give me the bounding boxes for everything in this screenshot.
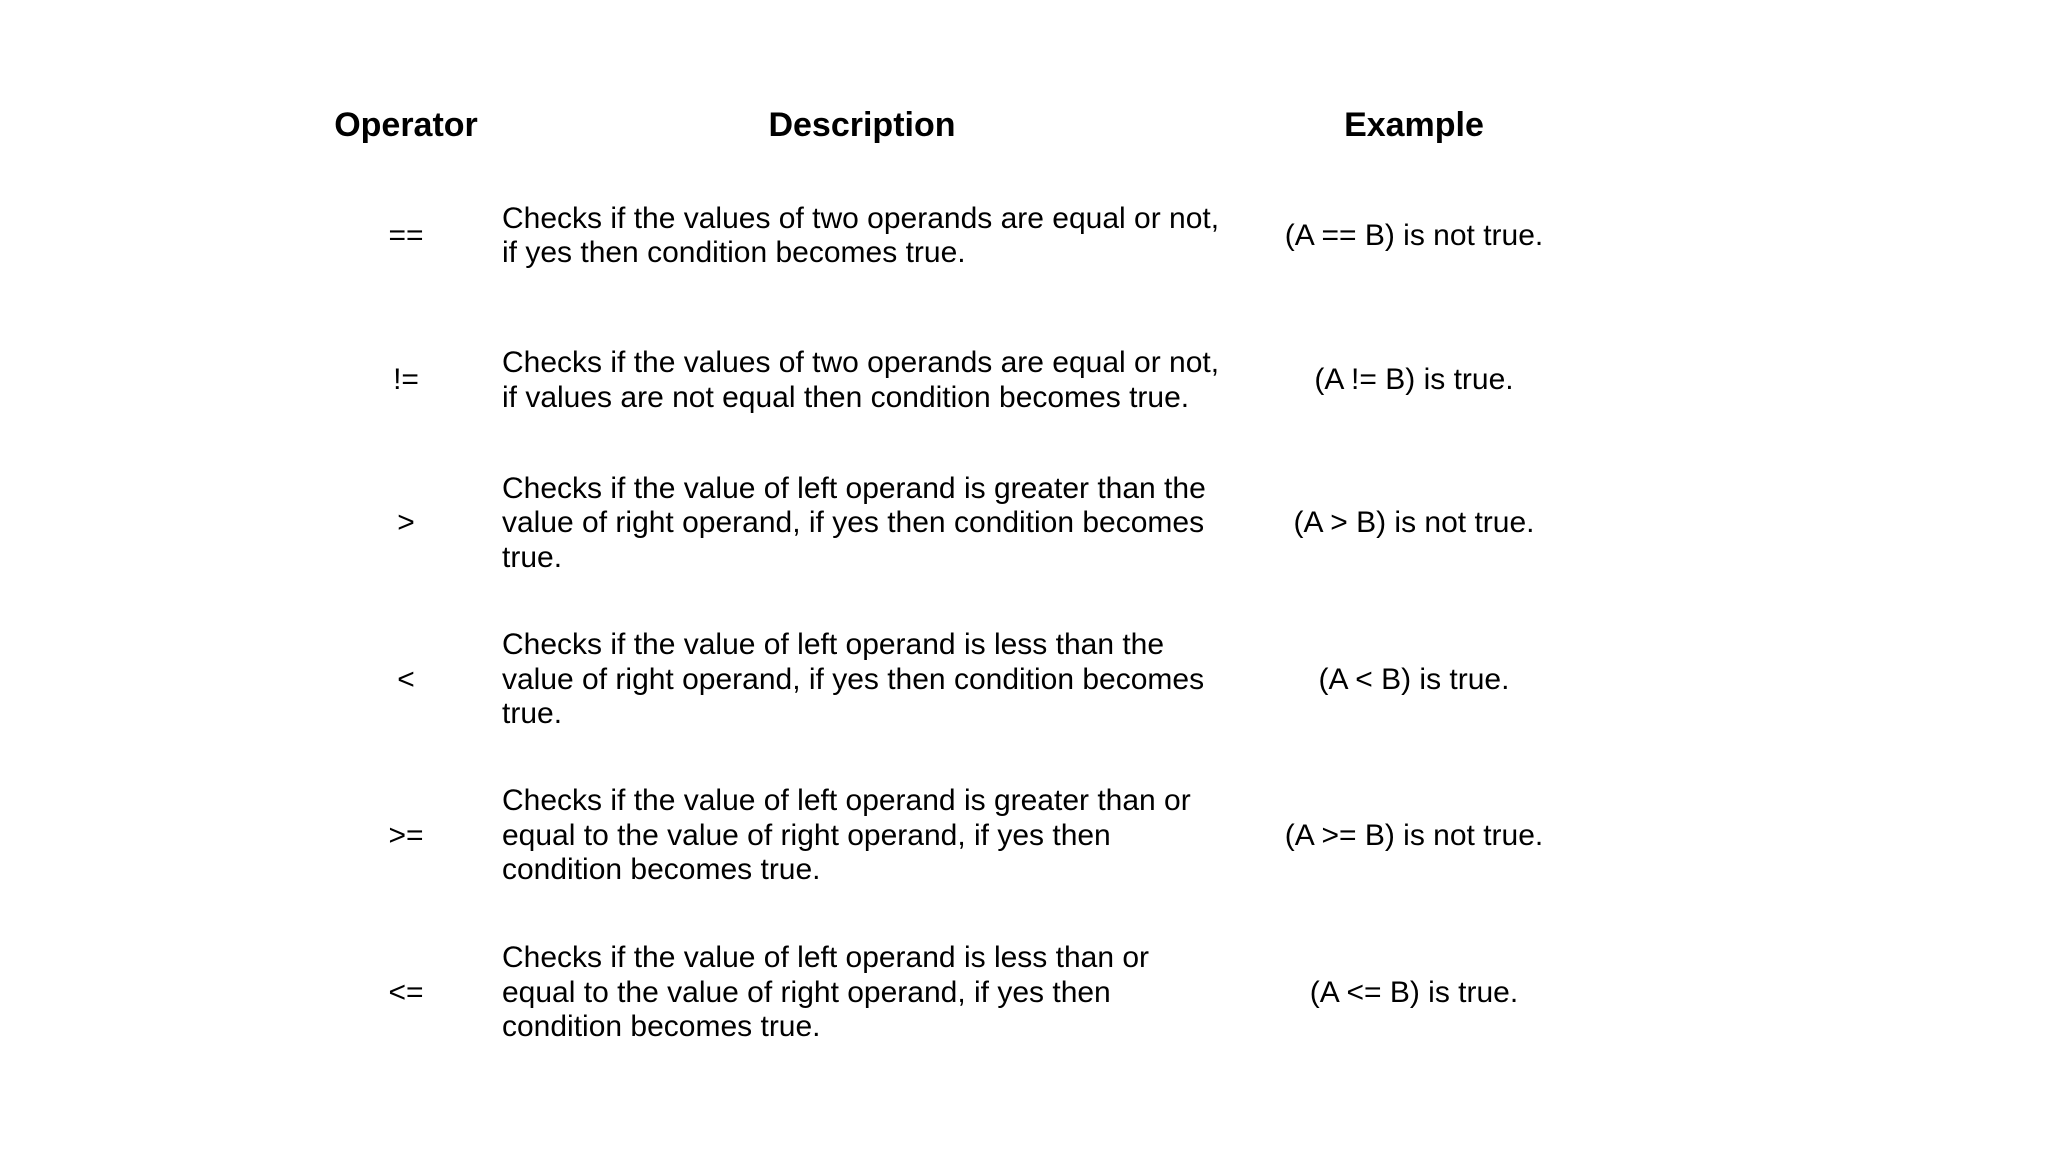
example-cell: (A >= B) is not true. bbox=[1284, 818, 1544, 852]
relational-operators-table bbox=[318, 88, 1598, 1079]
operator-cell: < bbox=[397, 662, 415, 696]
description-cell: Checks if the values of two operands are equal or not, if yes then condition becomes true. bbox=[502, 201, 1220, 269]
operator-cell: != bbox=[393, 363, 419, 397]
description-cell: Checks if the value of left operand is less than or equal to the value of right operand, if yes then condition becomes true. bbox=[502, 941, 1150, 1044]
operator-cell: > bbox=[397, 506, 415, 540]
header-description: Description bbox=[768, 106, 956, 144]
example-cell: (A <= B) is true. bbox=[1309, 975, 1519, 1009]
table-row bbox=[318, 309, 1598, 452]
table-header-row bbox=[318, 88, 1598, 163]
description-cell: Checks if the value of left operand is less than the value of right operand, if yes then condition becomes true. bbox=[502, 628, 1205, 731]
table-row bbox=[318, 452, 1598, 595]
example-cell: (A < B) is true. bbox=[1318, 662, 1510, 696]
operator-cell: >= bbox=[388, 818, 424, 852]
operator-cell: <= bbox=[388, 975, 424, 1009]
table-row bbox=[318, 163, 1598, 309]
description-cell: Checks if the value of left operand is greater than or equal to the value of right operand, if yes then condition becomes true. bbox=[502, 784, 1191, 887]
example-cell: (A > B) is not true. bbox=[1293, 506, 1535, 540]
table-row bbox=[318, 907, 1598, 1079]
description-cell: Checks if the values of two operands are equal or not, if values are not equal then condition becomes true. bbox=[502, 346, 1220, 414]
table-row bbox=[318, 595, 1598, 765]
description-cell: Checks if the value of left operand is greater than the value of right operand, if yes then condition becomes true. bbox=[502, 471, 1206, 574]
example-cell: (A != B) is true. bbox=[1314, 363, 1514, 397]
header-example: Example bbox=[1344, 106, 1484, 144]
operator-cell: == bbox=[388, 218, 424, 252]
example-cell: (A == B) is not true. bbox=[1284, 218, 1544, 252]
header-operator: Operator bbox=[334, 106, 478, 144]
table-row bbox=[318, 765, 1598, 907]
